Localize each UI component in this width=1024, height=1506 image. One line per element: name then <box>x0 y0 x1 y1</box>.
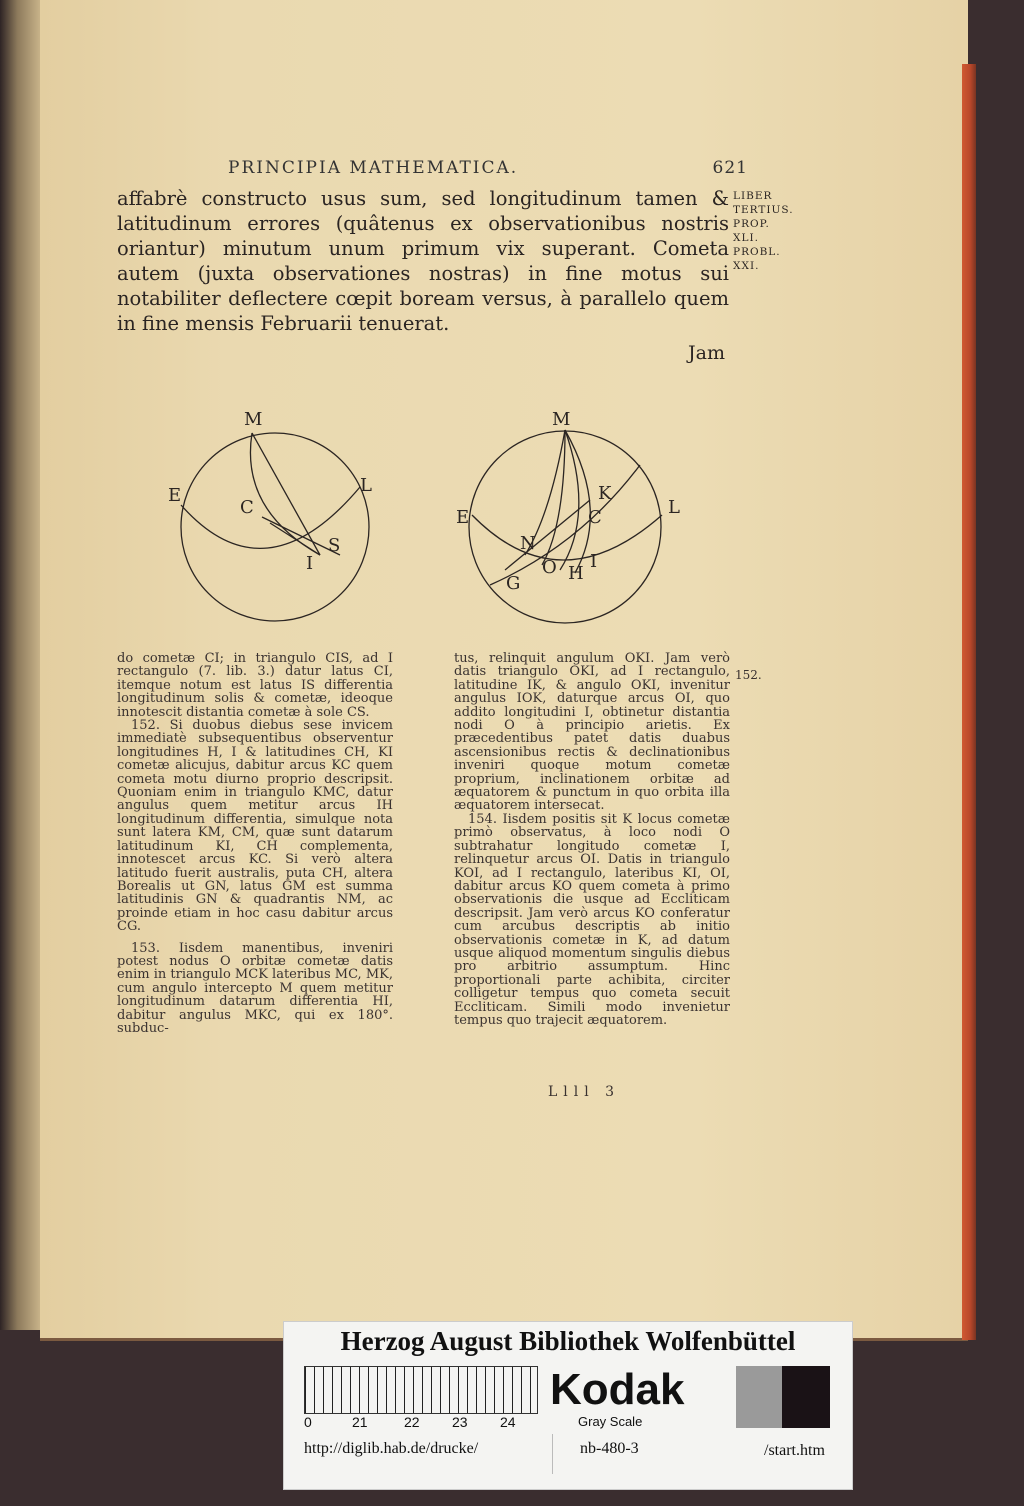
url-right: /start.htm <box>764 1442 825 1459</box>
margin-paragraph-number: 152. <box>735 668 762 682</box>
ruler-number: 21 <box>352 1414 368 1430</box>
margin-note-line: PROP. <box>733 218 770 230</box>
figure-right-label-O: O <box>542 557 557 578</box>
margin-note-line: TERTIUS. <box>733 204 794 216</box>
catchword: Jam <box>688 342 725 364</box>
gray-scale-label: Gray Scale <box>578 1414 643 1429</box>
figure-right-label-H: H <box>568 563 584 584</box>
left-column <box>117 652 393 1035</box>
divider <box>552 1434 553 1474</box>
ruler-number: 24 <box>500 1414 516 1430</box>
figure-right-label-C: C <box>588 507 602 528</box>
figure-right-label-L: L <box>668 497 680 518</box>
url-left: http://diglib.hab.de/drucke/ <box>304 1440 479 1457</box>
gray-patch-dark <box>782 1366 830 1428</box>
shelfmark-code: nb-480-3 <box>580 1440 639 1457</box>
paragraph: 152. Si duobus diebus sese invicem immediatè subsequentibus observentur longitudines H, I & latitudines CH, KI cometæ alicujus, dabitur arcus KC quem cometa motu diurno proprio descripsit. Quoniam enim in triangulo KMC, datur angulus quem metitur arcus IH longitudinum differentia, simulque nota sunt latera KM, CM, quæ sunt datarum latitudinum KI, CH complementa, innotescet arcus KC. Si verò altera latitudo fuerit australis, puta CH, altera Borealis ut GN, latus GM est summa latitudinis GN & quadrantis NM, ac proinde etiam in hoc casu dabitur arcus CG. <box>117 718 393 935</box>
color-target <box>283 1321 853 1490</box>
ruler-number: 0 <box>304 1414 312 1430</box>
running-head <box>228 158 748 178</box>
margin-note-line: PROBL. <box>733 246 781 258</box>
ruler-scale <box>304 1366 538 1414</box>
margin-note-line: LIBER <box>733 190 773 202</box>
figure-left-label-L: L <box>360 475 372 496</box>
figure-left-label-M: M <box>244 409 263 430</box>
figure-left-meridian <box>252 433 320 555</box>
ruler-number: 22 <box>404 1414 420 1430</box>
target-title: Herzog August Bibliothek Wolfenbüttel <box>340 1326 796 1356</box>
ruler-number: 23 <box>452 1414 468 1430</box>
figure-right-horizon <box>490 465 640 585</box>
figure-left-arc <box>270 523 320 555</box>
page-red-edge <box>962 64 976 1340</box>
running-head-title: PRINCIPIA MATHEMATICA. <box>228 158 519 178</box>
figure-right-arc <box>565 430 590 573</box>
kodak-logo: Kodak <box>550 1365 685 1414</box>
right-column <box>454 652 730 1027</box>
figure-left-label-E: E <box>168 485 182 506</box>
figure-right-diagram <box>450 405 690 645</box>
gray-patch-mid <box>736 1366 782 1428</box>
figure-right-label-M: M <box>552 409 571 430</box>
margin-note <box>733 189 813 273</box>
figure-right-label-K: K <box>598 483 612 504</box>
paragraph: 154. Iisdem positis sit K locus cometæ primò observatus, à loco nodi O subtrahatur longitudo cometæ I, relinquetur arcus OI. Datis in triangulo KOI, ad I rectangulo, lateribus KI, OI, dabitur arcus KO quem cometa à primo observationis die usque ad Eccliticam descripsit. Jam verò arcus KO conferatur cum arcubus descriptis ab initio observationis cometæ in K, ad datum usque aliquod momentum singulis diebus pro arbitrio assumptum. Hinc proportionali parte achibita, circiter colligetur tempus quo cometa secuit Eccliticam. Simili modo invenietur tempus quo trajecit æquatorem. <box>454 811 730 1028</box>
figure-right-ecliptic <box>472 515 662 560</box>
page-number: 621 <box>712 158 748 178</box>
ruler-numbers <box>304 1414 544 1432</box>
figure-right-label-N: N <box>520 533 536 554</box>
margin-note-line: XLI. <box>733 232 759 244</box>
figure-right-label-E: E <box>456 507 470 528</box>
paragraph: tus, relinquit angulum OKI. Jam verò datis triangulo OKI, ad I rectangulo, latitudine IK, & angulo OKI, invenitur angulus IOK, daturque arcus OI, quo addito longitudini I, obtinetur distantia nodi O à principio arietis. Ex præcedentibus patet datis duabus ascensionibus rectis & declinationibus inveniri quoque motum cometæ proprium, inclinationem orbitæ ad æquatorem & punctum in quo orbita illa æquatorem intersecat. <box>454 651 730 814</box>
paragraph: 153. Iisdem manentibus, inveniri potest nodus O orbitæ cometæ datis enim in triangulo MCK lateribus MC, MK, cum angulo intercepto M quem metitur longitudinum datarum differentia HI, dabitur angulus MKC, qui ex 180°. subduc- <box>117 940 393 1036</box>
signature-mark: Llll 3 <box>548 1084 621 1100</box>
figure-right-label-G: G <box>506 573 521 594</box>
margin-note-line: XXI. <box>733 260 760 272</box>
figure-left-diagram <box>170 405 410 645</box>
main-paragraph: affabrè constructo usus sum, sed longitudinum tamen & latitudinum errores (quâtenus ex observationibus nostris oriantur) minutum unum primum vix superant. Cometa autem (juxta observationes nostras) in fine motus sui notabiliter deflectere cœpit boream versus, à parallelo quem in fine mensis Februarii tenuerat. <box>117 187 729 335</box>
figure-left-label-I: I <box>306 553 314 574</box>
figure-left-label-S: S <box>328 535 341 556</box>
figure-left-circle <box>181 433 369 621</box>
figure-left-label-C: C <box>240 497 254 518</box>
paragraph: do cometæ CI; in triangulo CIS, ad I rectangulo (7. lib. 3.) datur latus CI, itemque notum est latus IS differentia longitudinum solis & cometæ, ideoque innotescit distantia cometæ à sole CS. <box>117 651 393 720</box>
figure-right-label-I: I <box>590 551 598 572</box>
